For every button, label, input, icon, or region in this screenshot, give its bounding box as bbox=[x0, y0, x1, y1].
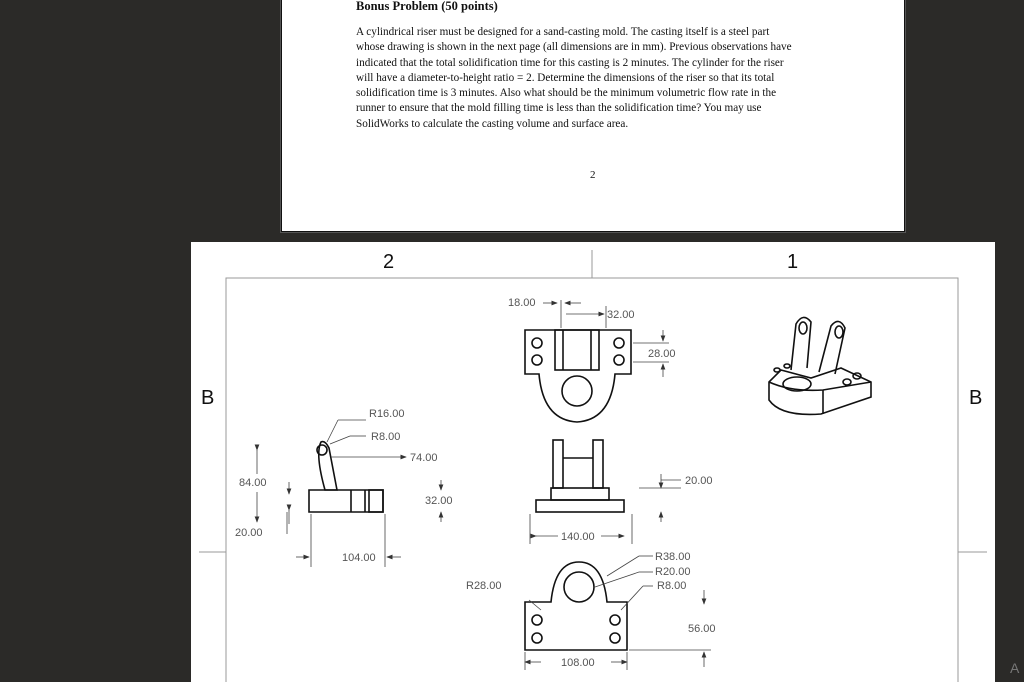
bottom-view bbox=[466, 551, 716, 670]
dim-84: 84.00 bbox=[239, 477, 267, 489]
dim-108: 108.00 bbox=[561, 657, 595, 669]
text-line: will have a diameter-to-height ratio = 2. Determine the dimensions of the riser so that its total bbox=[356, 71, 775, 84]
side-view bbox=[235, 408, 453, 567]
drawing-canvas bbox=[191, 242, 995, 682]
dim-32-side: 32.00 bbox=[425, 495, 453, 507]
dim-r8-bottom: R8.00 bbox=[657, 580, 687, 592]
text-line: indicated that the total solidification time for this casting is 2 minutes. The cylinder for the riser bbox=[356, 56, 784, 69]
dim-32-top: 32.00 bbox=[607, 309, 635, 321]
dim-r16: R16.00 bbox=[369, 408, 405, 420]
dim-20-front: 20.00 bbox=[685, 475, 713, 487]
dim-140: 140.00 bbox=[561, 531, 595, 543]
zone-label-b-right: B bbox=[969, 387, 983, 409]
text-line: whose drawing is shown in the next page (all dimensions are in mm). Previous observations have bbox=[356, 41, 792, 54]
text-line: runner to ensure that the mold filling time is less than the solidification time? You may use bbox=[356, 102, 762, 115]
dim-r28: R28.00 bbox=[466, 580, 502, 592]
top-view bbox=[508, 297, 676, 422]
problem-text bbox=[356, 25, 846, 132]
dim-r20: R20.00 bbox=[655, 566, 691, 578]
dim-28: 28.00 bbox=[648, 348, 676, 360]
isometric-view bbox=[769, 317, 871, 414]
dim-74: 74.00 bbox=[410, 452, 438, 464]
dim-r38: R38.00 bbox=[655, 551, 691, 563]
dim-18: 18.00 bbox=[508, 297, 536, 309]
front-view bbox=[530, 440, 713, 544]
corner-glyph: A bbox=[1010, 660, 1020, 676]
zone-label-1: 1 bbox=[787, 251, 799, 273]
dim-20-side: 20.00 bbox=[235, 527, 263, 539]
page-number: 2 bbox=[590, 169, 596, 181]
dim-56: 56.00 bbox=[688, 623, 716, 635]
zone-label-b-left: B bbox=[201, 387, 215, 409]
dim-104: 104.00 bbox=[342, 552, 376, 564]
text-line: A cylindrical riser must be designed for a sand-casting mold. The casting itself is a steel part bbox=[356, 26, 770, 38]
dim-r8-side: R8.00 bbox=[371, 431, 401, 443]
engineering-drawing-sheet bbox=[191, 242, 995, 682]
problem-title: Bonus Problem (50 points) bbox=[356, 0, 498, 13]
text-line: SolidWorks to calculate the casting volume and surface area. bbox=[356, 117, 629, 130]
document-page bbox=[281, 0, 905, 232]
zone-label-2: 2 bbox=[383, 251, 395, 273]
text-line: solidification time is 3 minutes. Also what should be the minimum volumetric flow rate in the bbox=[356, 87, 777, 100]
